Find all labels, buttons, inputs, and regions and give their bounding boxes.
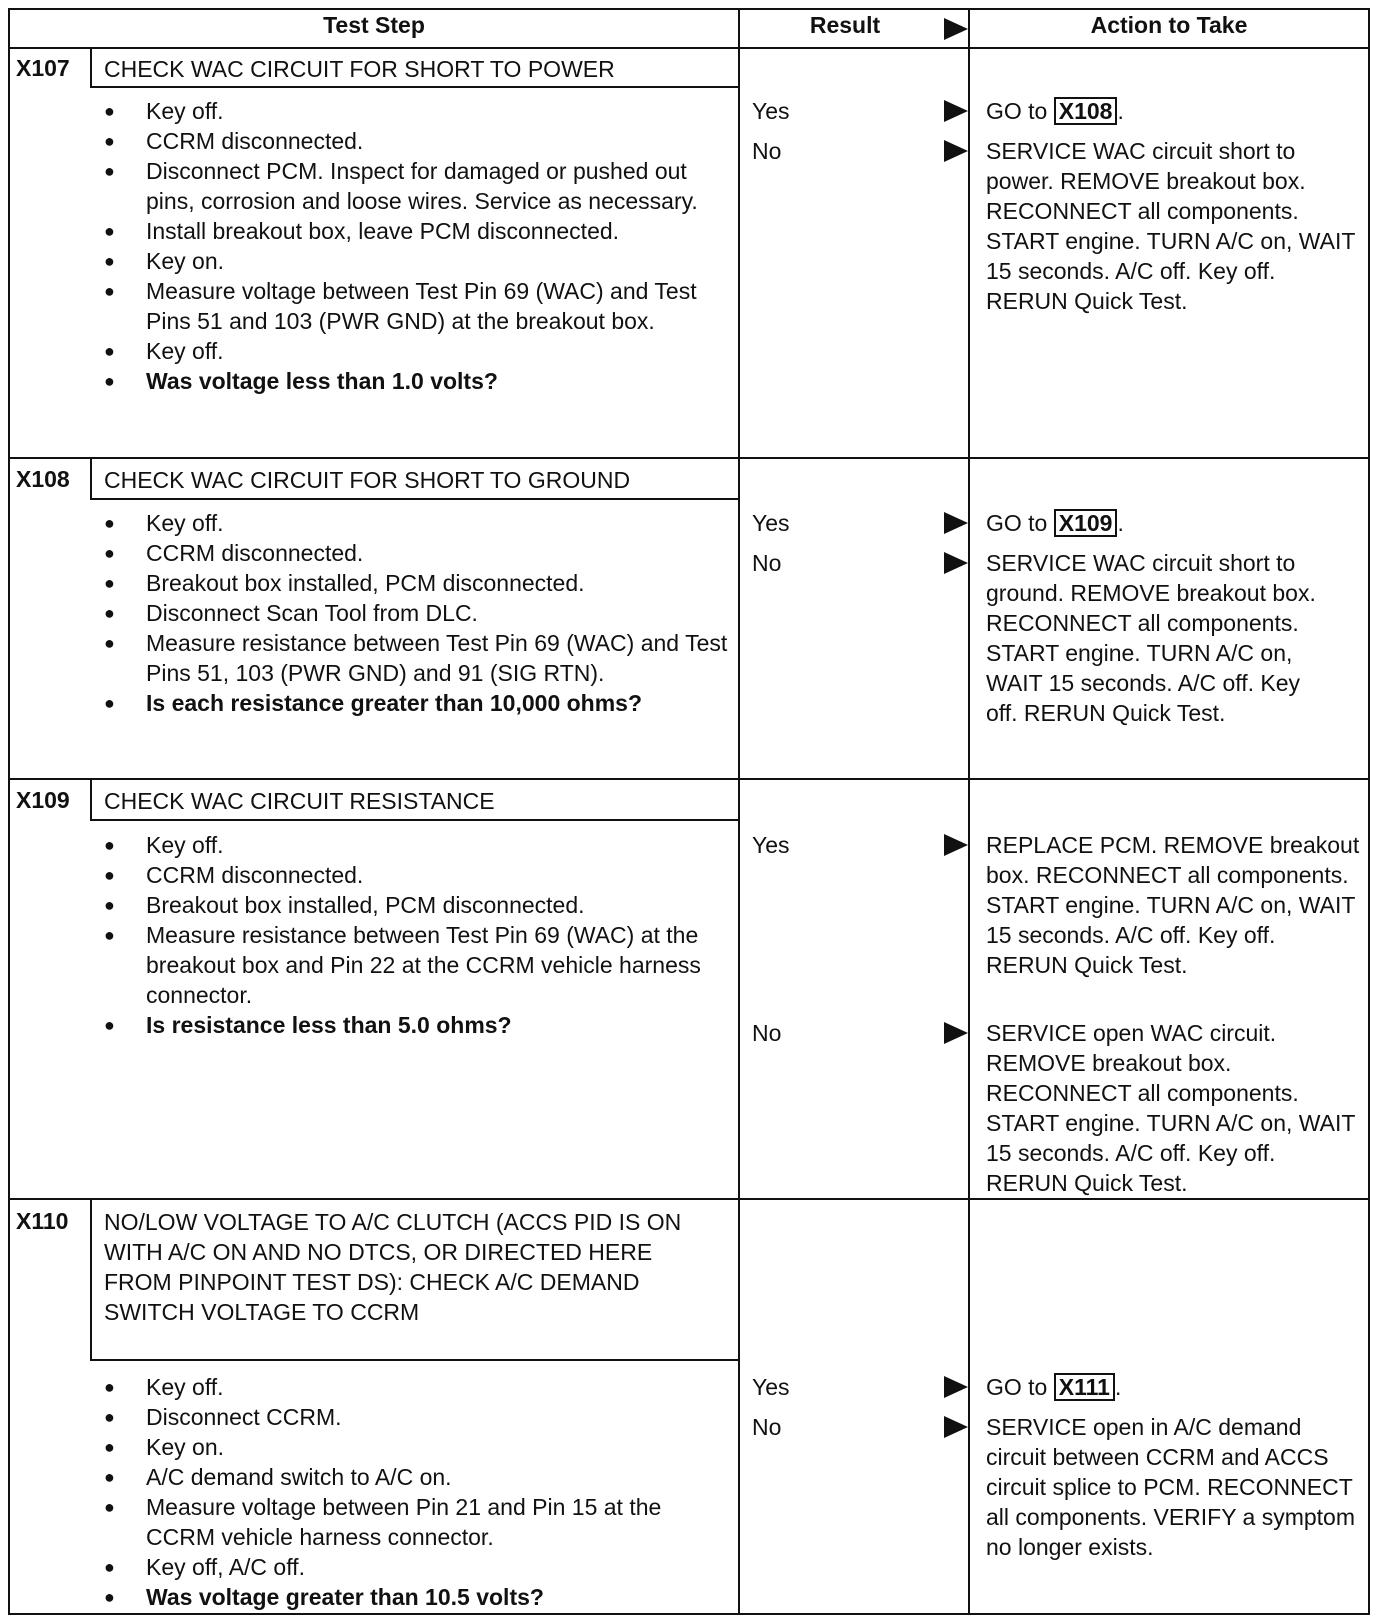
step-title: CHECK WAC CIRCUIT RESISTANCE <box>104 788 495 814</box>
list-item: ● Breakout box installed, PCM disconnected. <box>104 568 732 598</box>
list-item: ● Key off. <box>104 336 732 366</box>
action-text <box>986 508 1362 538</box>
result-label: Yes <box>752 832 790 858</box>
step-id: X108 <box>16 466 70 492</box>
action-suffix: . <box>1117 510 1124 536</box>
table-border-left <box>8 8 10 1615</box>
list-item: ● Breakout box installed, PCM disconnected. <box>104 890 732 920</box>
step-reference-link[interactable]: X108 <box>1054 97 1118 125</box>
action-text <box>986 96 1362 126</box>
action-suffix: . <box>1114 1374 1122 1400</box>
step-list <box>104 1372 732 1612</box>
header-test-step: Test Step <box>323 12 425 38</box>
step-id: X107 <box>16 55 70 81</box>
title-divider-x110 <box>90 1359 738 1361</box>
step-reference-link[interactable]: X111 <box>1054 1373 1115 1401</box>
arrow-icon <box>944 1416 968 1438</box>
result-label: No <box>752 1414 782 1440</box>
list-item: ● Key off. <box>104 508 732 538</box>
action-text: SERVICE open in A/C demand circuit between CCRM and ACCS circuit splice to PCM. RECONNECT all components. VERIFY a symptom no longer exists. <box>986 1414 1355 1560</box>
row-divider-x110 <box>8 1198 1370 1200</box>
step-reference-link[interactable]: X109 <box>1054 509 1118 537</box>
arrow-icon <box>944 834 968 856</box>
arrow-icon <box>944 512 968 534</box>
id-divider-x107 <box>90 47 92 88</box>
row-divider-x108 <box>8 457 1370 459</box>
action-prefix: GO to <box>986 98 1054 124</box>
list-item: ● Key off, A/C off. <box>104 1552 732 1582</box>
column-divider-step <box>738 8 740 1615</box>
list-item: ● Disconnect Scan Tool from DLC. <box>104 598 732 628</box>
step-list <box>104 508 732 718</box>
action-prefix: GO to <box>986 510 1054 536</box>
id-divider-x108 <box>90 457 92 500</box>
list-item: ● CCRM disconnected. <box>104 860 732 890</box>
title-divider-x107 <box>90 86 738 88</box>
list-item: ● Key off. <box>104 1372 732 1402</box>
table-border-bottom <box>8 1613 1370 1615</box>
step-id: X109 <box>16 787 70 813</box>
header-action: Action to Take <box>1090 12 1248 38</box>
list-item: ● Key off. <box>104 96 732 126</box>
list-item: ● Disconnect CCRM. <box>104 1402 732 1432</box>
result-label: No <box>752 550 782 576</box>
title-divider-x109 <box>90 819 738 821</box>
step-title: CHECK WAC CIRCUIT FOR SHORT TO GROUND <box>104 467 631 493</box>
row-divider-x109 <box>8 778 1370 780</box>
arrow-icon <box>944 1376 968 1398</box>
list-item: ● CCRM disconnected. <box>104 126 732 156</box>
list-item: ● Measure resistance between Test Pin 69 (WAC) and Test Pins 51, 103 (PWR GND) and 91 (SIG RTN). <box>104 628 732 688</box>
step-id: X110 <box>16 1208 69 1234</box>
list-item: ● Key on. <box>104 246 732 276</box>
step-list <box>104 830 732 1040</box>
result-label: Yes <box>752 1374 790 1400</box>
action-text: SERVICE WAC circuit short to ground. REMOVE breakout box. RECONNECT all components. START engine. TURN A/C on, WAIT 15 seconds. A/C off. Key off. RERUN Quick Test. <box>986 550 1316 726</box>
action-text: SERVICE WAC circuit short to power. REMOVE breakout box. RECONNECT all components. START engine. TURN A/C on, WAIT 15 seconds. A/C off. Key off. RERUN Quick Test. <box>986 138 1355 314</box>
id-divider-x110 <box>90 1198 92 1361</box>
question-item: ● Is resistance less than 5.0 ohms? <box>104 1010 732 1040</box>
list-item: ● CCRM disconnected. <box>104 538 732 568</box>
question-item: ● Was voltage greater than 10.5 volts? <box>104 1582 732 1612</box>
table-border-top <box>8 8 1370 10</box>
action-text: SERVICE open WAC circuit. REMOVE breakout box. RECONNECT all components. START engine. TURN A/C on, WAIT 15 seconds. A/C off. Key off. RERUN Quick Test. <box>986 1020 1355 1196</box>
result-label: No <box>752 1020 782 1046</box>
step-title: CHECK WAC CIRCUIT FOR SHORT TO POWER <box>104 56 615 82</box>
result-label: Yes <box>752 98 790 124</box>
question-item: ● Is each resistance greater than 10,000 ohms? <box>104 688 732 718</box>
action-text <box>986 1372 1362 1402</box>
list-item: ● Measure voltage between Test Pin 69 (WAC) and Test Pins 51 and 103 (PWR GND) at the breakout box. <box>104 276 732 336</box>
result-label: No <box>752 138 782 164</box>
table-border-right <box>1368 8 1370 1615</box>
arrow-icon <box>944 140 968 162</box>
step-title: NO/LOW VOLTAGE TO A/C CLUTCH (ACCS PID IS ON WITH A/C ON AND NO DTCS, OR DIRECTED HERE FROM PINPOINT TEST DS): CHECK A/C DEMAND SWITCH VOLTAGE TO CCRM <box>104 1209 682 1325</box>
title-divider-x108 <box>90 498 738 500</box>
arrow-icon <box>944 552 968 574</box>
list-item: ● Measure resistance between Test Pin 69 (WAC) at the breakout box and Pin 22 at the CCRM vehicle harness connector. <box>104 920 732 1010</box>
list-item: ● Install breakout box, leave PCM disconnected. <box>104 216 732 246</box>
list-item: ● Key on. <box>104 1432 732 1462</box>
result-label: Yes <box>752 510 790 536</box>
header-result: Result <box>809 12 881 38</box>
action-prefix: GO to <box>986 1374 1054 1400</box>
list-item: ● A/C demand switch to A/C on. <box>104 1462 732 1492</box>
list-item: ● Measure voltage between Pin 21 and Pin 15 at the CCRM vehicle harness connector. <box>104 1492 732 1552</box>
question-item: ● Was voltage less than 1.0 volts? <box>104 366 732 396</box>
step-list <box>104 96 732 396</box>
arrow-icon <box>944 100 968 122</box>
header-arrow-icon <box>944 18 968 40</box>
id-divider-x109 <box>90 778 92 821</box>
list-item: ● Disconnect PCM. Inspect for damaged or pushed out pins, corrosion and loose wires. Service as necessary. <box>104 156 732 216</box>
header-divider <box>8 47 1370 49</box>
column-divider-action <box>968 8 970 1615</box>
list-item: ● Key off. <box>104 830 732 860</box>
arrow-icon <box>944 1022 968 1044</box>
action-suffix: . <box>1117 98 1124 124</box>
action-text: REPLACE PCM. REMOVE breakout box. RECONNECT all components. START engine. TURN A/C on, WAIT 15 seconds. A/C off. Key off. RERUN Quick Test. <box>986 832 1360 978</box>
